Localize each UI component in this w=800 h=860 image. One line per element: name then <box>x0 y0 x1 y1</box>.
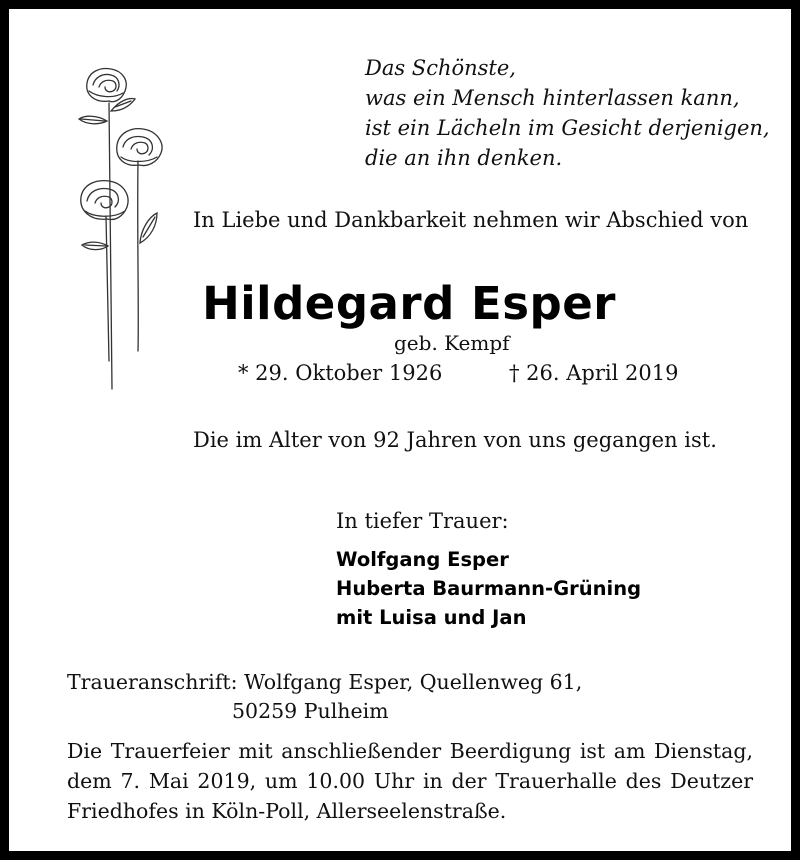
mourning-label: In tiefer Trauer: <box>336 509 509 533</box>
poem-line: ist ein Lächeln im Gesicht derjenigen, <box>365 116 770 140</box>
birth-date: * 29. Oktober 1926 <box>238 361 443 385</box>
mourners-list <box>336 545 641 632</box>
death-date: † 26. April 2019 <box>509 361 679 385</box>
mourner-name: Huberta Baurmann-Grüning <box>336 577 642 600</box>
mourning-address-line2: 50259 Pulheim <box>232 699 389 723</box>
poem-line: Das Schönste, <box>365 56 516 80</box>
mourning-address-line1: Traueranschrift: Wolfgang Esper, Quellenweg 61, <box>67 670 583 694</box>
ceremony-details: Die Trauerfeier mit anschließender Beerdigung ist am Dienstag, dem 7. Mai 2019, um 10.00 Uhr in der Trauerhalle des Deutzer Friedhofes in Köln-Poll, Allerseelenstraße. <box>67 739 753 823</box>
poem-line: was ein Mensch hinterlassen kann, <box>365 86 740 110</box>
deceased-name: Hildegard Esper <box>202 277 616 330</box>
poem <box>365 53 770 173</box>
age-note: Die im Alter von 92 Jahren von uns gegangen ist. <box>193 428 717 452</box>
maiden-name: geb. Kempf <box>394 331 510 355</box>
farewell-intro: In Liebe und Dankbarkeit nehmen wir Abschied von <box>193 208 749 232</box>
mourner-name: mit Luisa und Jan <box>336 606 527 629</box>
poem-line: die an ihn denken. <box>365 146 563 170</box>
mourner-name: Wolfgang Esper <box>336 548 509 571</box>
roses-drawing-icon <box>67 61 187 396</box>
